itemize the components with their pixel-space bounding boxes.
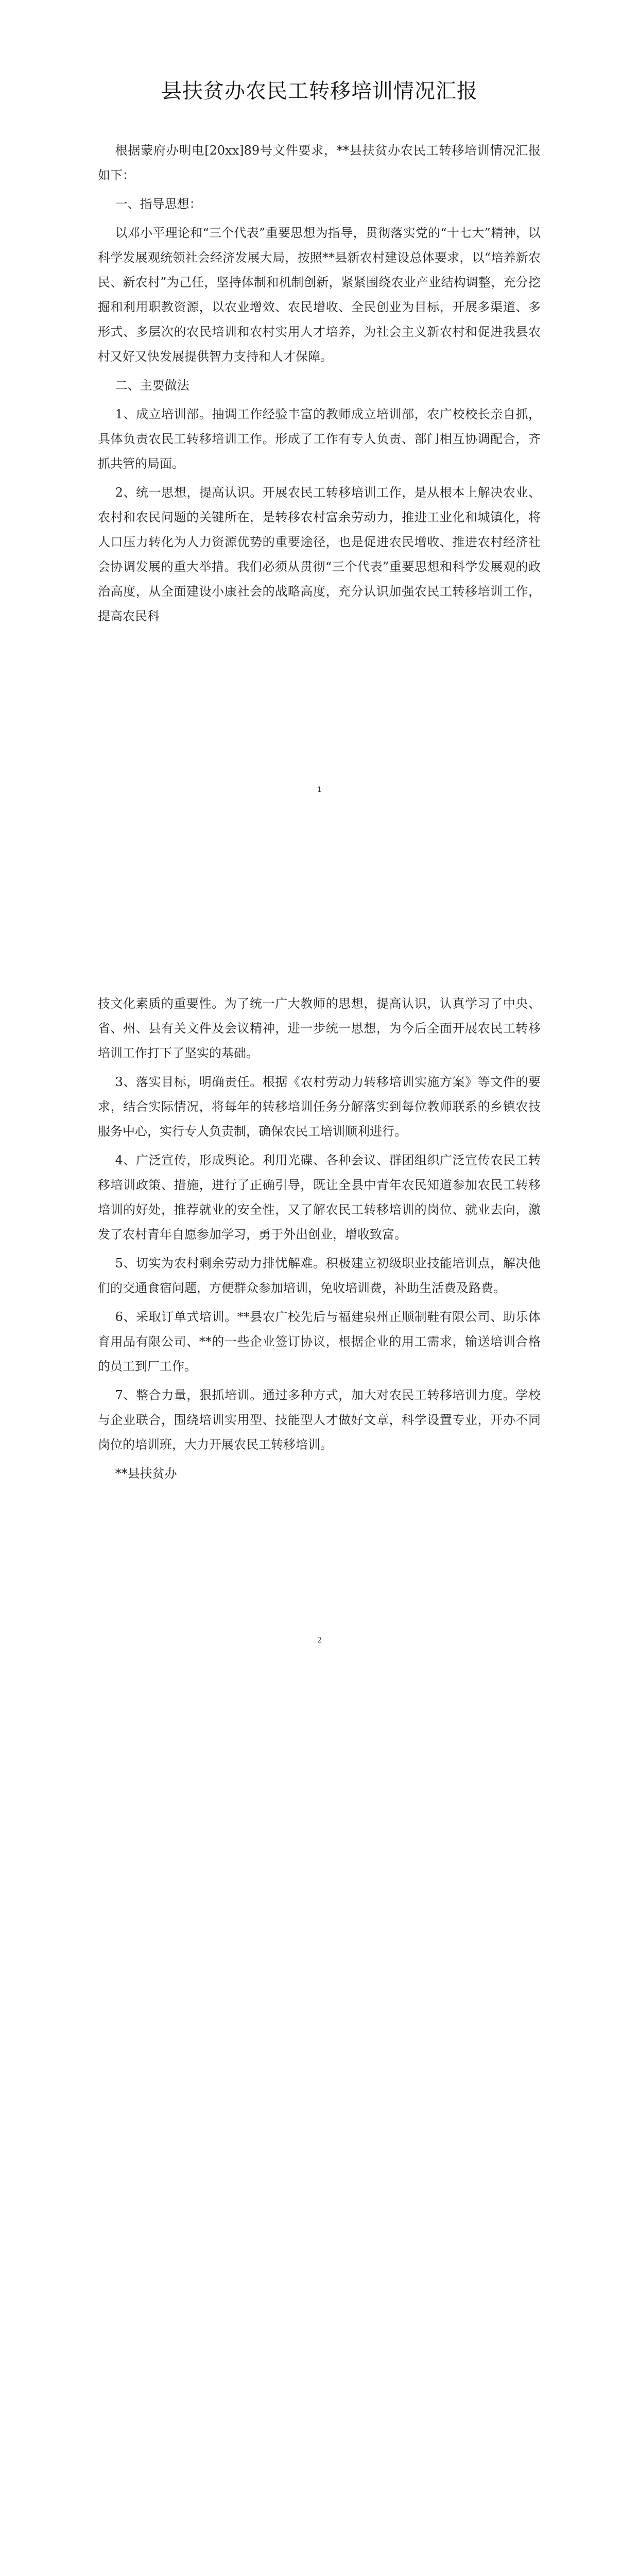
page-2-body	[98, 991, 541, 1490]
signature: **县扶贫办	[115, 1466, 177, 1481]
paragraph-guiding-ideology: 以邓小平理论和“三个代表”重要思想为指导，贯彻落实党的“十七大”精神，以科学发展观统领社会经济发展大局，按照**县新农村建设总体要求，以“培养新农民、新农村”为己任，坚持体制和机制创新，紧紧围绕农业产业结构调整，充分挖掘和利用职教资源，以农业增效、农民增收、全民创业为目标，开展多渠道、多形式、多层次的农民培训和农村实用人才培养，为社会主义新农村和促进我县农村又好又快发展提供智力支持和人才保障。	[98, 226, 541, 364]
page-number: 2	[317, 1636, 322, 1645]
paragraph-practice-5: 5、切实为农村剩余劳动力排忧解难。积极建立初级职业技能培训点，解决他们的交通食宿问题，方便群众参加培训，免收培训费，补助生活费及路费。	[98, 1256, 541, 1295]
paragraph-intro: 根据蒙府办明电[20xx]89号文件要求，**县扶贫办农民工转移培训情况汇报如下：	[98, 143, 541, 182]
paragraph-practice-2-part-2: 技文化素质的重要性。为了统一广大教师的思想，提高认识，认真学习了中央、省、州、县有关文件及会议精神，进一步统一思想，为今后全面开展农民工转移培训工作打下了坚实的基础。	[98, 996, 541, 1060]
paragraph-practice-2-part-1: 2、统一思想，提高认识。开展农民工转移培训工作，是从根本上解决农业、农村和农民问题的关键所在，是转移农村富余劳动力，推进工业化和城镇化，将人口压力转化为人力资源优势的重要途径，也是促进农民增收、推进农村经济社会协调发展的重大举措。我们必须从贯彻“三个代表”重要思想和科学发展观的政治高度，从全面建设小康社会的战略高度，充分认识加强农民工转移培训工作，提高农民科	[98, 485, 541, 623]
paragraph-practice-1: 1、成立培训部。抽调工作经验丰富的教师成立培训部，农广校校长亲自抓，具体负责农民工转移培训工作。形成了工作有专人负责、部门相互协调配合，齐抓共管的局面。	[98, 407, 541, 471]
heading-main-practices: 二、主要做法	[115, 378, 189, 393]
page-number: 1	[317, 786, 322, 794]
paragraph-practice-3: 3、落实目标，明确责任。根据《农村劳动力转移培训实施方案》等文件的要求，结合实际情况，将每年的转移培训任务分解落实到每位教师联系的乡镇农技服务中心，实行专人负责制，确保农民工培训顺利进行。	[98, 1075, 541, 1139]
document-page-2	[0, 904, 639, 1807]
heading-guiding-ideology: 一、指导思想：	[115, 197, 202, 211]
document-page-3	[0, 1807, 639, 2576]
paragraph-practice-7: 7、整合力量，狠抓培训。通过多种方式，加大对农民工转移培训力度。学校与企业联合，围绕培训实用型、技能型人才做好文章，科学设置专业，开办不同岗位的培训班，大力开展农民工转移培训。	[98, 1388, 541, 1452]
paragraph-practice-4: 4、广泛宣传，形成舆论。利用光碟、各种会议、群团组织广泛宣传农民工转移培训政策、措施，进行了正确引导，既让全县中青年农民知道参加农民工转移培训的好处，推荐就业的安全性，又了解农民工转移培训的岗位、就业去向，激发了农村青年自愿参加学习，勇于外出创业，增收致富。	[98, 1153, 541, 1242]
paragraph-practice-6: 6、采取订单式培训。**县农广校先后与福建泉州正顺制鞋有限公司、助乐体育用品有限公司、**的一些企业签订协议，根据企业的用工需求，输送培训合格的员工到厂工作。	[98, 1310, 541, 1374]
document-title: 县扶贫办农民工转移培训情况汇报	[161, 79, 478, 103]
document-page-1	[0, 0, 639, 904]
page-1-body	[98, 138, 541, 633]
